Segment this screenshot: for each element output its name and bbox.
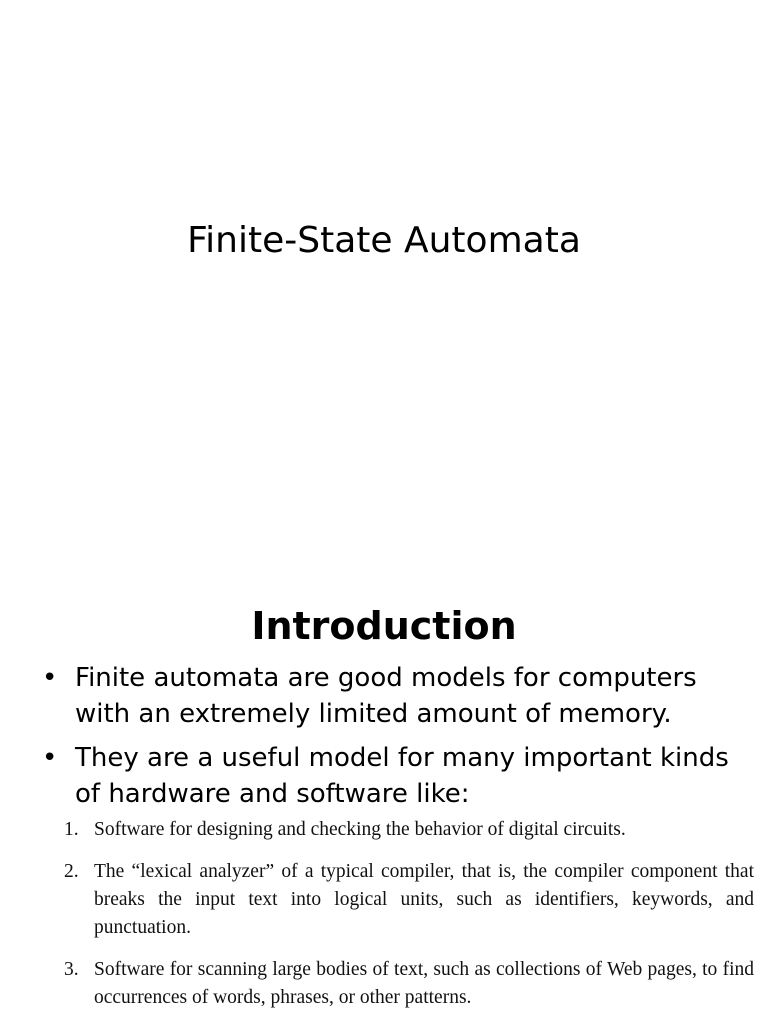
item-text: Software for scanning large bodies of text, such as collections of Web pages, to find occurrences of words, phrases, or other patterns. [94, 959, 754, 1008]
item-text: The “lexical analyzer” of a typical compiler, that is, the compiler component that breaks the input text into logical units, such as identifiers, keywords, and punctuation. [94, 861, 754, 938]
scanned-numbered-list [64, 816, 754, 1026]
item-number: 3. [64, 959, 79, 980]
bullet-list [40, 660, 740, 820]
item-number: 1. [64, 819, 79, 840]
content-slide [0, 576, 768, 1024]
bullet-item: • Finite automata are good models for computers with an extremely limited amount of memory. [40, 660, 740, 732]
section-heading: Introduction [251, 604, 517, 648]
slide-title: Finite-State Automata [187, 220, 581, 261]
item-number: 2. [64, 861, 79, 882]
numbered-item [64, 956, 754, 1012]
item-text: Software for designing and checking the behavior of digital circuits. [94, 819, 626, 840]
numbered-item [64, 816, 754, 844]
bullet-item: • They are a useful model for many important kinds of hardware and software like: [40, 740, 740, 812]
numbered-item [64, 858, 754, 942]
